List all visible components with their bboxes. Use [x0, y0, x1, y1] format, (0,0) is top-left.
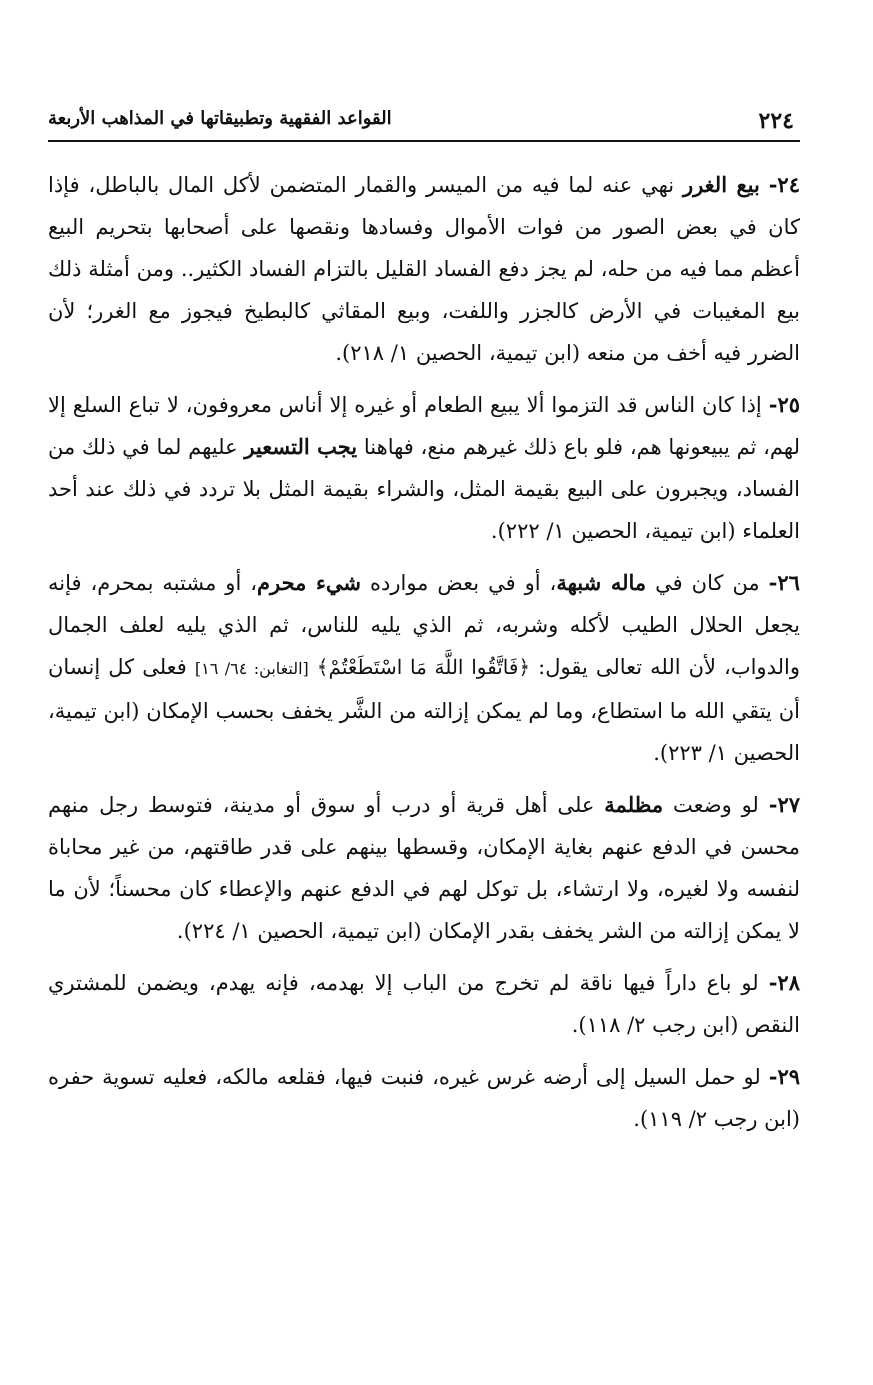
bold-term: شيء محرم [257, 570, 362, 595]
item-number: ٢٦- [768, 570, 800, 595]
paragraph-28 [48, 962, 800, 1046]
paragraph-text: على أهل قرية أو درب أو سوق أو مدينة، فتوسط رجل منهم محسن في الدفع عنهم بغاية الإمكان، وقسطها بينهم على قدر طاقتهم، من غير محاباة لنفسه ولا لغيره، ولا ارتشاء، بل توكل لهم في الدفع عنهم والإعطاء كان محسناً؛ لأن ما لا يمكن إزالته من الشر يخفف بقدر الإمكان (ابن تيمية، الحصين ١/ ٢٢٤). [48, 793, 800, 943]
bold-term: ماله شبهة [556, 570, 647, 595]
item-number: ٢٤- [768, 172, 800, 197]
paragraph-25 [48, 384, 800, 552]
item-number: ٢٧- [768, 792, 800, 817]
paragraph-26 [48, 562, 800, 774]
page-header [48, 104, 800, 140]
page-body [48, 164, 800, 1150]
bold-term: مظلمة [604, 792, 664, 817]
quran-verse: ﴿فَاتَّقُوا اللَّهَ مَا اسْتَطَعْتُمْ﴾ [316, 655, 531, 679]
paragraph-text: ، أو في بعض موارده [370, 571, 557, 595]
paragraph-text: فعلى كل إنسان أن يتقي الله ما استطاع، وما لم يمكن إزالته من الشَّر يخفف بحسب الإمكان (ابن تيمية، الحصين ١/ ٢٢٣). [48, 655, 800, 765]
paragraph-text: عليهم لما في ذلك من الفساد، ويجبرون على البيع بقيمة المثل، والشراء بقيمة المثل بلا تردد في ذلك عند أحد العلماء (ابن تيمية، الحصين ١/ ٢٢٢). [48, 435, 800, 543]
page-number: ٢٢٤ [758, 108, 794, 134]
paragraph-text: من كان في [655, 571, 760, 595]
paragraph-24 [48, 164, 800, 374]
item-number: ٢٨- [768, 970, 800, 995]
item-number: ٢٥- [768, 392, 800, 417]
paragraph-text: لو باع داراً فيها ناقة لم تخرج من الباب إلا بهدمه، فإنه يهدم، ويضمن للمشتري النقص (ابن رجب ٢/ ١١٨). [48, 971, 800, 1037]
item-number: ٢٩- [768, 1064, 800, 1089]
paragraph-27 [48, 784, 800, 952]
paragraph-text: ، أو مشتبه بمحرم، فإنه يجعل الحلال الطيب لأكله وشربه، ثم الذي يليه للناس، ثم الذي يليه لعلف الجمال والدواب، لأن الله تعالى يقول: [48, 571, 800, 679]
paragraph-text: نهي عنه لما فيه من الميسر والقمار المتضمن لأكل المال بالباطل، فإذا كان في بعض الصور من فوات الأموال وفسادها ونقصها على أصحابها بتحريم البيع أعظم مما فيه من حله، لم يجز دفع الفساد القليل بالتزام الفساد الكثير.. ومن أمثلة ذلك بيع المغيبات في الأرض كالجزر واللفت، وبيع المقاثي كالبطيخ فيجوز مع الغرر؛ لأن الضرر فيه أخف من منعه (ابن تيمية، الحصين ١/ ٢١٨). [48, 173, 800, 365]
paragraph-text: لو حمل السيل إلى أرضه غرس غيره، فنبت فيها، فقلعه مالكه، فعليه تسوية حفره (ابن رجب ٢/ ١١٩). [48, 1065, 800, 1131]
bold-term: يجب التسعير [244, 434, 358, 459]
paragraph-text: إذا كان الناس قد التزموا ألا يبيع الطعام أو غيره إلا أناس معروفون، لا تباع السلع إلا لهم، ثم يبيعونها هم، فلو باع ذلك غيرهم منع، فهاهنا [48, 393, 800, 459]
paragraph-text: لو وضعت [673, 793, 759, 817]
paragraph-29 [48, 1056, 800, 1140]
running-title: القواعد الفقهية وتطبيقاتها في المذاهب الأربعة [48, 108, 392, 129]
verse-reference: [التغابن: ٦٤/ ١٦] [194, 659, 309, 678]
bold-term: بيع الغرر [682, 172, 760, 197]
header-divider [48, 140, 800, 142]
